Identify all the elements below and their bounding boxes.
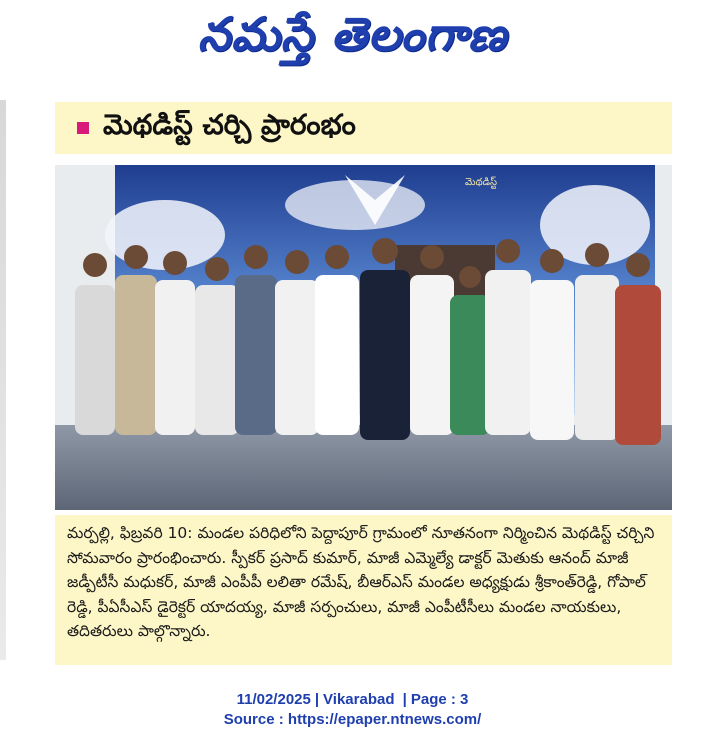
bullet-square-icon <box>77 122 89 134</box>
footer-edition: Vikarabad <box>323 691 395 708</box>
newspaper-logo: నమస్తే తెలంగాణ <box>197 7 508 61</box>
backdrop-text: మెథడిస్ట్ <box>465 177 498 188</box>
footer-date: 11/02/2025 <box>236 691 311 708</box>
masthead <box>0 0 705 80</box>
caption-box <box>55 515 672 665</box>
news-photo <box>55 165 672 510</box>
headline-bar <box>55 102 672 154</box>
article-caption: మర్పల్లి, ఫిబ్రవరి 10: మండల పరిధిలోని పెద్దాపూర్ గ్రామంలో నూతనంగా నిర్మించిన మెథడిస్ట్ చర్చిని సోమవారం ప్రారంభించారు. స్పీకర్ ప్రసాద్ కుమార్, మాజీ ఎమ్మెల్యే డాక్టర్ మెతుకు ఆనంద్ మాజీ జడ్పీటీసీ మధుకర్, మాజీ ఎంపీపీ లలితా రమేష్, బీఆర్ఎస్ మండల అధ్యక్షుడు శ్రీకాంత్‌రెడ్డి, గోపాల్ రెడ్డి, పీఏసీఎస్ డైరెక్టర్ యాదయ్య, మాజీ సర్పంచులు, మాజీ ఎంపీటీసీలు మండల నాయకులు, తదితరులు పాల్గొన్నారు. <box>67 524 655 640</box>
footer-page: Page : 3 <box>410 691 469 708</box>
footer <box>0 690 705 730</box>
footer-source: Source : https://epaper.ntnews.com/ <box>223 711 482 728</box>
footer-separator: | <box>398 691 407 708</box>
article-headline: మెథడిస్ట్ చర్చి ప్రారంభం <box>103 108 356 141</box>
footer-meta-line <box>0 690 705 710</box>
footer-separator: | <box>314 691 320 708</box>
adjacent-page-edge <box>0 100 6 660</box>
group-photo-illustration <box>55 165 672 510</box>
